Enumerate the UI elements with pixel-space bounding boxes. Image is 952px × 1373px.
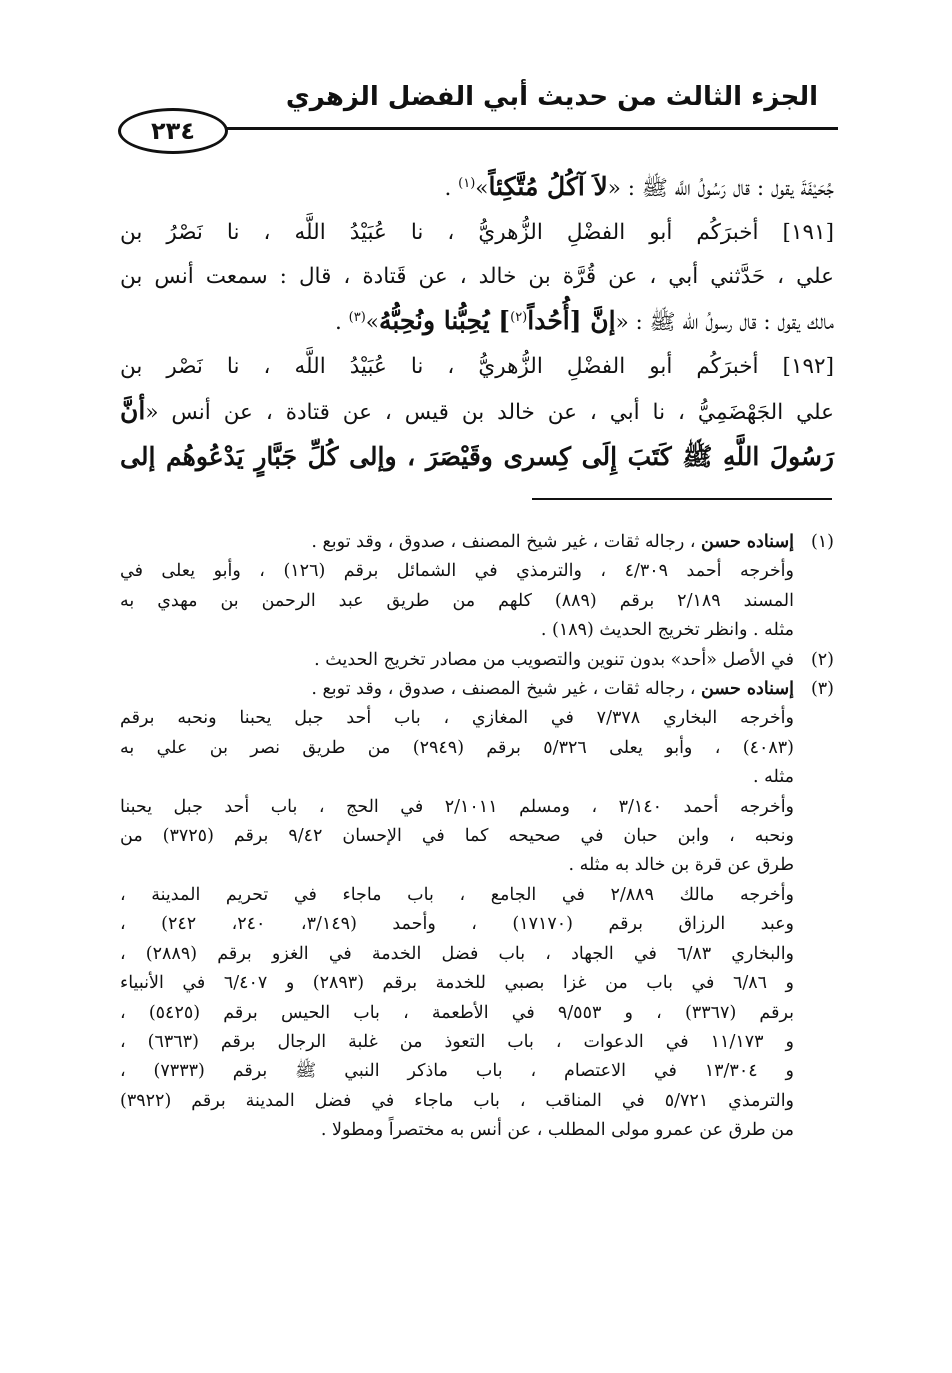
footnote-line: برقم (٣٣٦٧) ، و ٩/٥٥٣ في الأطعمة ، باب الحيس برقم (٥٤٢٥) ، [120,1002,794,1023]
hadith-matn: إنَّ [ [569,306,616,335]
header-rule [198,127,838,130]
text-line [120,165,834,211]
footnote-line: و ١٣/٣٠٤ في الاعتصام ، باب ماذكر النبي ﷺ برقم (٧٣٣٣) ، [120,1061,794,1082]
footnote-line: طرق عن قرة بن خالد به مثله . [568,855,794,876]
footnote-line: وأخرجه أحمد ٤/٣٠٩ ، والترمذي في الشمائل برقم (١٢٦) ، وأبو يعلى في [120,561,794,582]
footnotes [120,528,834,1146]
hadith-matn: أُحُداً [527,306,570,335]
hadith-191-line: [١٩١] أخبرَكُم أبو الفضْلِ الزُّهريُّ ، نا عُبَيْدُ اللَّه ، نا نَصْرُ بن [120,220,834,245]
footnote-line: مثله . [753,767,794,788]
isnad-grade: إسناده حسن [701,679,794,700]
footnote-line: و ٦/٨٦ في باب من غزا بصبي للخدمة برقم (٢٨٩٣) و ٦/٤٠٧ في الأنبياء [120,973,795,994]
footnote-divider [532,498,832,500]
footnote-2 [120,646,834,675]
hadith-192-line: رَسُولَ اللَّهِ ﷺ كَتَبَ إِلَى كِسرى وقَيْصَرَ ، وإلى كُلِّ جَبَّارٍ يَدْعُوهُم إلى [120,442,834,471]
footnote-ref[interactable]: (١) [458,175,476,191]
text-span: . [444,176,459,201]
footnote-3 [120,675,834,1146]
running-title: الجزء الثالث من حديث أبي الفضل الزهري [285,82,818,112]
footnote-line: من طرق عن عمرو مولى المطلب ، عن أنس به مختصراً ومطولا . [320,1120,794,1141]
hadith-191-line [120,299,834,345]
footnote-body [120,646,794,675]
page-number-badge [118,108,228,154]
footnote-number: (٣) [810,679,834,700]
footnote-1 [120,528,834,646]
text-span: » [365,310,379,335]
footnote-line: المسند ٢/١٨٩ برقم (٨٨٩) كلهم من طريق عبد الرحمن بن مهدي به [120,590,795,611]
text-span: مالك يقول : قال رسولُ الله ﷺ : « [615,310,834,335]
text-span: ، رجاله ثقات ، غير شيخ المصنف ، صدوق ، وقد توبع . [311,532,702,552]
footnote-ref[interactable]: (٢) [510,309,528,325]
footnote-ref[interactable]: (٣) [348,309,366,325]
footnote-line: في الأصل «أحد» بدون تنوين والتصويب من مصادر تخريج الحديث . [314,649,794,670]
text-span: ، رجاله ثقات ، غير شيخ المصنف ، صدوق ، وقد توبع . [311,679,702,700]
footnote-line: (٤٠٨٣) ، وأبو يعلى ٥/٣٢٦ برقم (٢٩٤٩) من طريق نصر بن علي به [120,737,794,758]
text-span: جُحَيْفَةَ يقول : قال رَسُولُ اللَّه ﷺ : « [607,176,834,201]
footnote-line: والبخاري ٦/٨٣ في الجهاد ، باب فضل الخدمة في الغزو برقم (٢٨٨٩) ، [120,943,795,964]
footnote-number: (٢) [810,649,834,670]
hadith-matn: أنَّ [120,396,146,425]
footnote-body [120,528,794,646]
isnad-grade: إسناده حسن [701,532,794,552]
hadith-matn: لاَ آكُلُ مُتَّكِئاً [488,172,608,201]
text-span: » [475,176,489,201]
hadith-192-line [120,389,834,435]
page-number: ٢٣٤ [151,117,195,145]
text-span: علي الجَهْضَمِيُّ ، نا أبي ، عن خالد بن قيس ، عن قتادة ، عن أنس « [145,400,834,425]
running-header [118,82,838,152]
footnote-line [120,528,794,557]
footnote-line: وأخرجه أحمد ٣/١٤٠ ، ومسلم ٢/١٠١١ في الحج ، باب أحد جبل يحبنا [120,796,795,817]
footnote-line: وأخرجه البخاري ٧/٣٧٨ في المغازي ، باب أحد جبل يحبنا ونحبه برقم [120,708,794,729]
footnote-line: ونحبه ، وابن حبان في صحيحه كما في الإحسان ٩/٤٢ برقم (٣٧٢٥) من [120,826,794,847]
footnote-line [120,675,794,704]
hadith-matn: ] يُحِبُّنا ونُحِبُّهُ [378,306,511,335]
footnote-line: وأخرجه مالك ٢/٨٨٩ في الجامع ، باب ماجاء في تحريم المدينة ، [120,884,794,905]
footnote-line: مثله . وانظر تخريج الحديث (١٨٩) . [540,620,794,641]
hadith-192-line: [١٩٢] أخبرَكُم أبو الفضْلِ الزُّهريُّ ، نا عُبَيْدُ اللَّه ، نا نَصْر بن [120,354,834,379]
hadith-191-line: علي ، حَدَّثني أبي ، عن قُرَّة بن خالد ، عن قَتادة ، قال : سمعت أنس بن [120,264,834,289]
text-span: . [334,310,349,335]
footnote-line: والترمذي ٥/٧٢١ في المناقب ، باب ماجاء في فضل المدينة برقم (٣٩٢٢) [120,1090,795,1111]
footnote-body [120,675,794,1146]
main-text [120,165,834,479]
footnote-number: (١) [810,532,834,552]
footnote-line: و ١١/١٧٣ في الدعوات ، باب التعوذ من غلبة الرجال برقم (٦٣٦٣) ، [120,1031,795,1052]
footnote-line: وعبد الرزاق برقم (١٧١٧٠) ، وأحمد (٣/١٤٩، ٢٤٠، ٢٤٢) ، [120,914,794,935]
